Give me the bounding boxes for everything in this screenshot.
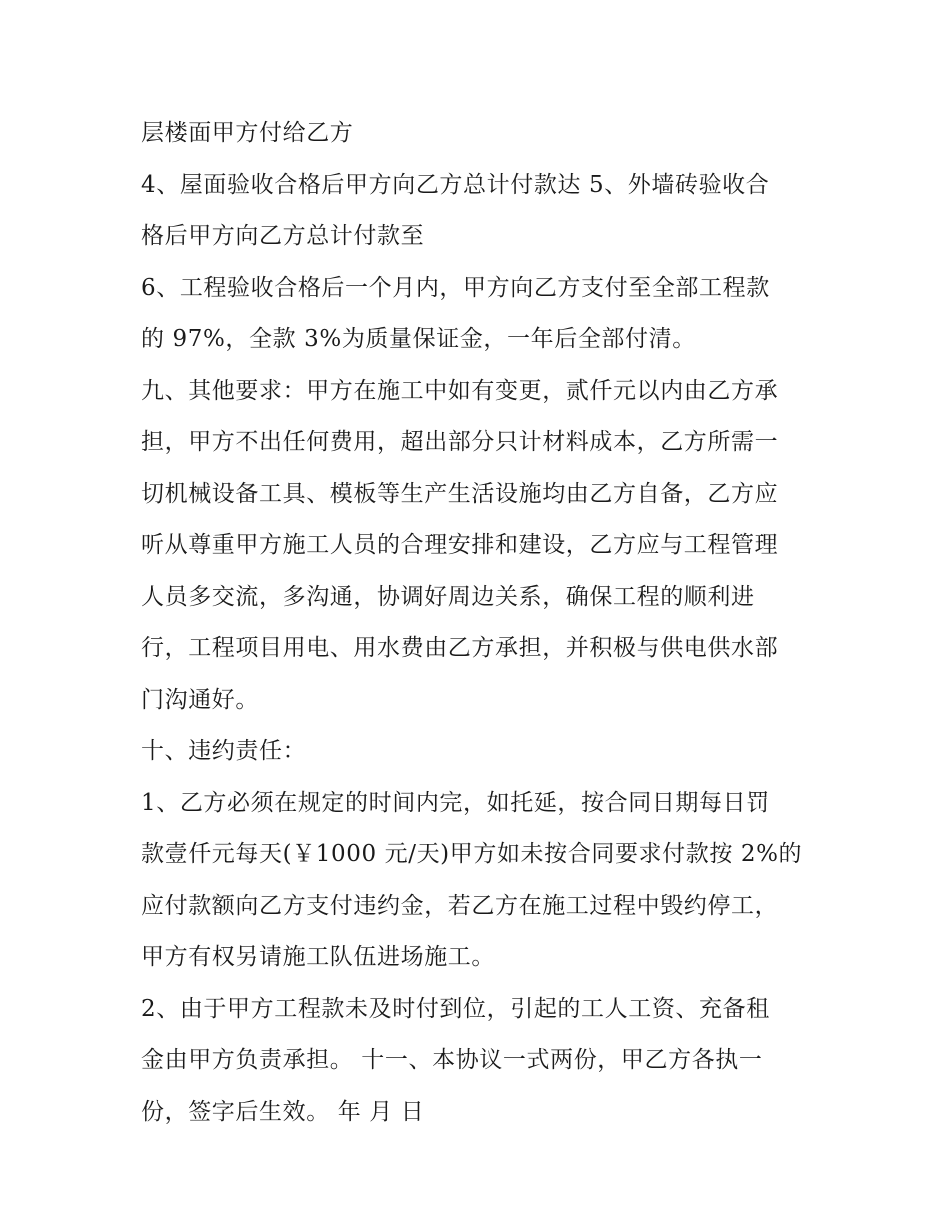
text-line: 6、工程验收合格后一个月内，甲方向乙方支付至全部工程款 bbox=[141, 274, 770, 301]
section-heading: 十、违约责任： bbox=[141, 738, 307, 764]
text-line: 4、屋面验收合格后甲方向乙方总计付款达 5、外墙砖验收合 bbox=[141, 171, 770, 198]
text-line: 人员多交流，多沟通，协调好周边关系，确保工程的顺利进 bbox=[141, 583, 755, 610]
signature-date-line: 份，签字后生效。 年 月 日 bbox=[141, 1098, 425, 1125]
text-line: 格后甲方向乙方总计付款至 bbox=[141, 223, 425, 249]
text-line: 层楼面甲方付给乙方 bbox=[141, 120, 354, 146]
text-line: 切机械设备工具、模板等生产生活设施均由乙方自备，乙方应 bbox=[141, 480, 779, 507]
document-body bbox=[141, 108, 821, 1138]
text-line: 九、其他要求：甲方在施工中如有变更，贰仟元以内由乙方承 bbox=[141, 377, 779, 404]
text-line: 担，甲方不出任何费用，超出部分只计材料成本，乙方所需一 bbox=[141, 429, 779, 455]
text-line: 应付款额向乙方支付违约金，若乙方在施工过程中毁约停工， bbox=[141, 892, 779, 919]
text-line: 甲方有权另请施工队伍进场施工。 bbox=[141, 944, 495, 970]
text-line: 金由甲方负责承担。 十一、本协议一式两份，甲乙方各执一 bbox=[141, 1047, 763, 1073]
text-line: 2、由于甲方工程款未及时付到位，引起的工人工资、充备租 bbox=[141, 995, 770, 1022]
text-line: 款壹仟元每天(￥1000 元/天)甲方如未按合同要求付款按 2%的 bbox=[141, 841, 803, 867]
text-line: 行，工程项目用电、用水费由乙方承担，并积极与供电供水部 bbox=[141, 635, 779, 661]
text-line: 听从尊重甲方施工人员的合理安排和建设，乙方应与工程管理 bbox=[141, 532, 779, 558]
text-line: 门沟通好。 bbox=[141, 686, 259, 713]
text-line: 的 97%，全款 3%为质量保证金，一年后全部付清。 bbox=[141, 326, 696, 352]
text-line: 1、乙方必须在规定的时间内完，如托延，按合同日期每日罚 bbox=[141, 789, 770, 816]
